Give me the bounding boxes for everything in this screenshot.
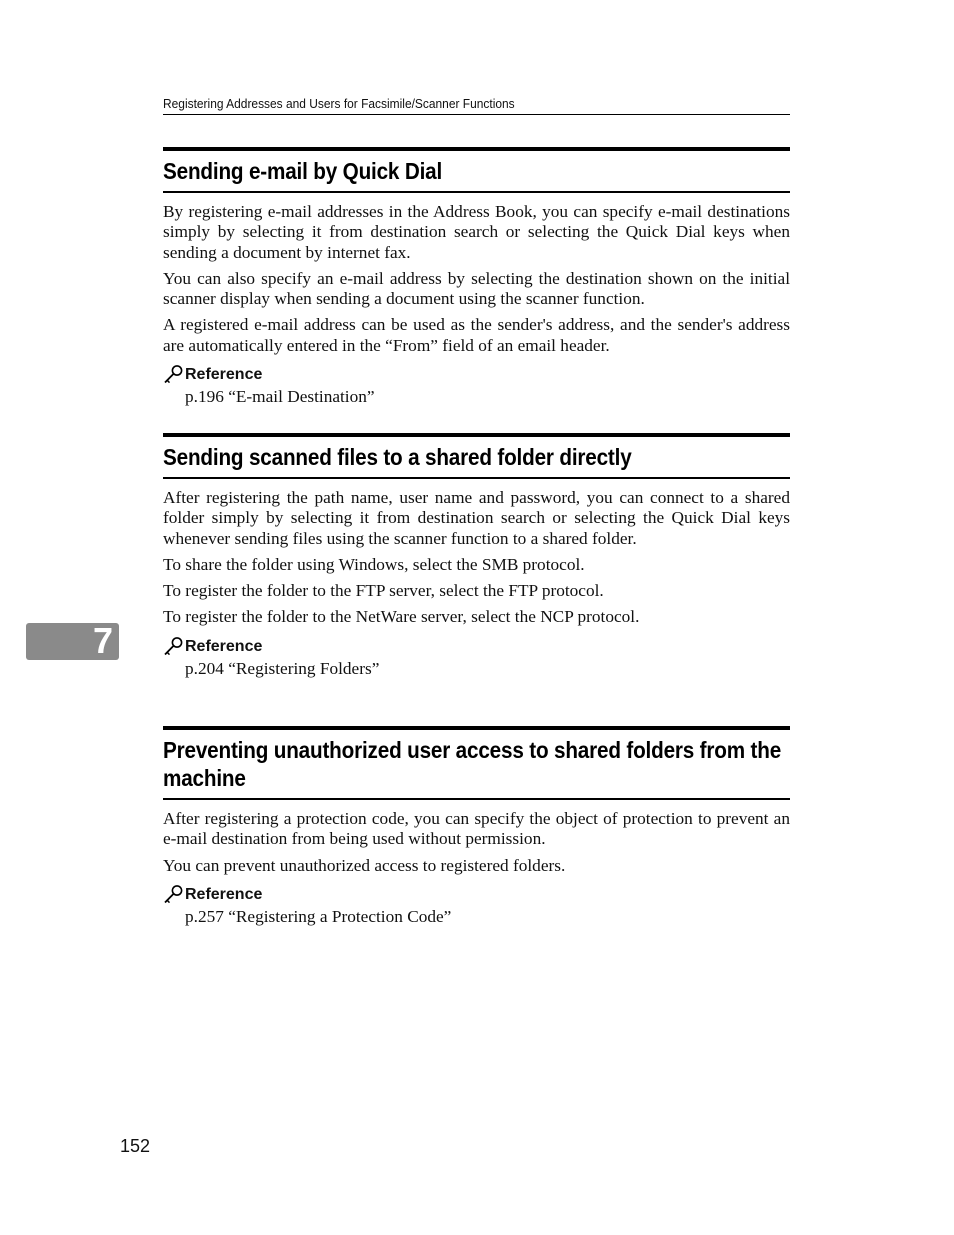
reference-key-icon: [163, 636, 185, 656]
paragraph: You can also specify an e-mail address by selecting the destination shown on the initial scanner display when sending a document using the scanner function.: [163, 268, 790, 309]
paragraph: You can prevent unauthorized access to registered folders.: [163, 855, 566, 875]
reference-heading: [163, 884, 790, 904]
reference-link[interactable]: p.204 “Registering Folders”: [185, 658, 380, 678]
header-rule: [163, 114, 790, 115]
paragraph: By registering e-mail addresses in the Address Book, you can specify e-mail destinations simply by selecting it from destination search or selecting the Quick Dial keys when sending a document by internet fax.: [163, 202, 790, 262]
chapter-number: 7: [92, 620, 113, 661]
chapter-tab: [26, 620, 119, 661]
paragraph: After registering a protection code, you can specify the object of protection to prevent an e-mail destination from being used without permission.: [163, 809, 790, 849]
section-top-rule: [163, 147, 790, 151]
paragraph: To share the folder using Windows, select the SMB protocol.: [163, 554, 585, 574]
paragraph: To register the folder to the NetWare server, select the NCP protocol.: [163, 607, 640, 627]
reference-heading: [163, 364, 790, 384]
section-protection: [163, 726, 790, 927]
reference-label: Reference: [185, 366, 263, 384]
reference-link[interactable]: p.257 “Registering a Protection Code”: [185, 906, 452, 926]
section-title: Preventing unauthorized user access to shared folders from the machine: [163, 737, 782, 791]
page-number: 152: [120, 1136, 151, 1156]
reference-link[interactable]: p.196 “E-mail Destination”: [185, 387, 375, 407]
section-quick-dial: [163, 147, 790, 407]
section-top-rule: [163, 433, 790, 437]
reference-key-icon: [163, 884, 185, 904]
paragraph: To register the folder to the FTP server, select the FTP protocol.: [163, 581, 604, 601]
section-title: Sending e-mail by Quick Dial: [163, 158, 443, 184]
reference-heading: [163, 636, 790, 656]
reference-label: Reference: [185, 885, 263, 903]
section-title: Sending scanned files to a shared folder directly: [163, 444, 632, 470]
paragraph: A registered e-mail address can be used as the sender's address, and the sender's address are automatically entered in the “From” field of an email header.: [163, 315, 790, 355]
paragraph: After registering the path name, user name and password, you can connect to a shared folder simply by selecting it from destination search or selecting the Quick Dial keys whenever sending files using the scanner function to a shared folder.: [163, 488, 790, 548]
section-shared-folder: [163, 433, 790, 679]
running-header: Registering Addresses and Users for Facsimile/Scanner Functions: [163, 96, 515, 111]
section-top-rule: [163, 726, 790, 730]
reference-label: Reference: [185, 637, 263, 655]
reference-key-icon: [163, 364, 185, 384]
